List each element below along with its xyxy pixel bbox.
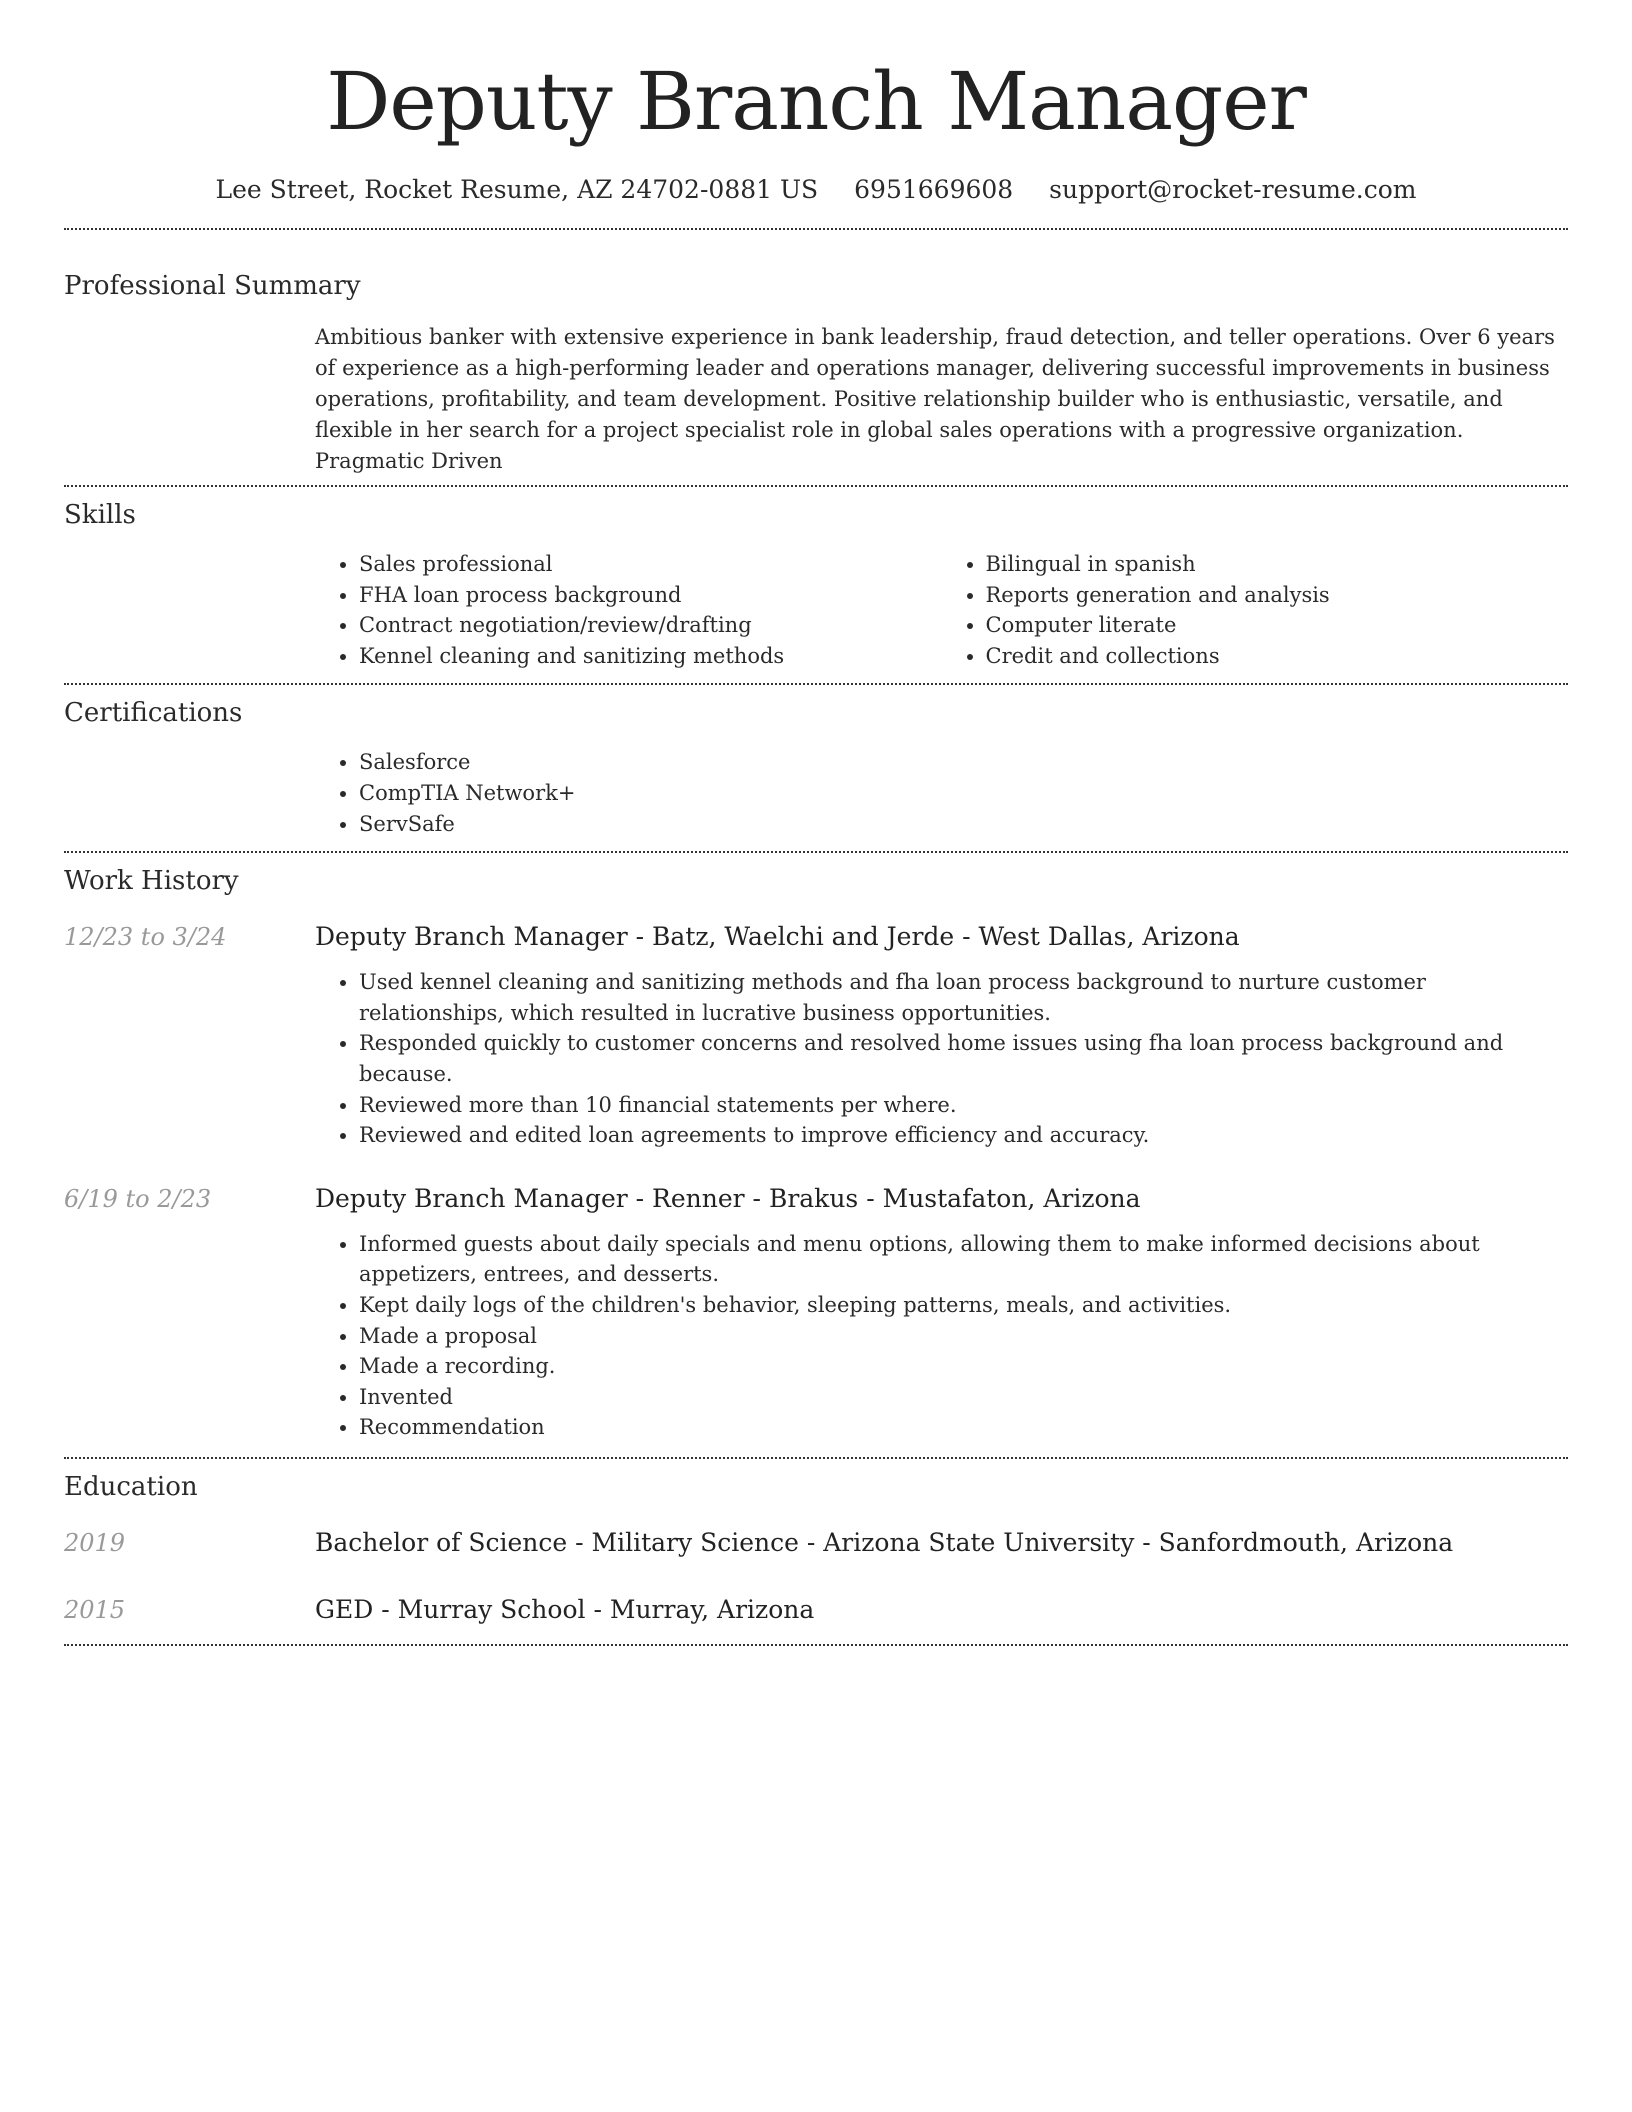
skill-item: • Bilingual in spanish xyxy=(986,549,1569,580)
divider xyxy=(64,851,1568,853)
education-heading: Bachelor of Science - Military Science - Arizona State University - Sanfordmouth, Arizona xyxy=(315,1527,1454,1557)
divider xyxy=(64,1644,1568,1646)
skills-title: Skills xyxy=(64,500,136,530)
education-entry xyxy=(64,1525,1568,1561)
job-bullet: • Reviewed and edited loan agreements to improve efficiency and accuracy. xyxy=(359,1120,1568,1151)
job-bullet: • Made a recording. xyxy=(359,1351,1568,1382)
divider xyxy=(64,485,1568,487)
education-year: 2015 xyxy=(64,1595,126,1624)
skill-item: • Computer literate xyxy=(986,610,1569,641)
skill-item: • Reports generation and analysis xyxy=(986,580,1569,611)
education-title: Education xyxy=(64,1471,198,1502)
job-entry xyxy=(64,919,1568,1151)
contact-email: support@rocket-resume.com xyxy=(1049,175,1417,204)
skill-item: • FHA loan process background xyxy=(359,580,942,611)
job-bullet: • Reviewed more than 10 financial statements per where. xyxy=(359,1090,1568,1121)
job-bullet: • Recommendation xyxy=(359,1412,1568,1443)
certification-item: • Salesforce xyxy=(359,747,1568,778)
skills-column-right xyxy=(942,549,1569,671)
divider xyxy=(64,228,1568,230)
education-heading: GED - Murray School - Murray, Arizona xyxy=(315,1594,815,1624)
skill-item: • Contract negotiation/review/drafting xyxy=(359,610,942,641)
summary-title: Professional Summary xyxy=(64,271,361,301)
contact-phone: 6951669608 xyxy=(854,175,1014,204)
education-year: 2019 xyxy=(64,1528,126,1557)
job-bullets xyxy=(315,967,1568,1151)
job-bullet: • Informed guests about daily specials and menu options, allowing them to make informed decisions about appetizers, entrees, and desserts. xyxy=(359,1229,1568,1290)
skills-column-left xyxy=(315,549,942,671)
job-bullet: • Used kennel cleaning and sanitizing methods and fha loan process background to nurture customer relationships, which resulted in lucrative business opportunities. xyxy=(359,967,1568,1028)
skills-list xyxy=(315,549,1568,671)
job-dates: 6/19 to 2/23 xyxy=(64,1184,212,1213)
summary-section xyxy=(64,268,1568,477)
certifications-title: Certifications xyxy=(64,698,243,729)
job-dates: 12/23 to 3/24 xyxy=(64,923,227,952)
job-bullet: • Made a proposal xyxy=(359,1321,1568,1352)
certifications-section xyxy=(64,695,1568,839)
work-title: Work History xyxy=(64,866,239,897)
skill-item: • Credit and collections xyxy=(986,641,1569,672)
job-heading: Deputy Branch Manager - Batz, Waelchi and Jerde - West Dallas, Arizona xyxy=(315,922,1240,952)
summary-text: Ambitious banker with extensive experience in bank leadership, fraud detection, and teller operations. Over 6 years of experience as a high-performing leader and operations manager, delivering successful improvements in business operations, profitability, and team development. Positive relationship builder who is enthusiastic, versatile, and flexible in her search for a project specialist role in global sales operations with a progressive organization. Pragmatic Driven xyxy=(315,325,1555,473)
job-bullets xyxy=(315,1229,1568,1443)
divider xyxy=(64,683,1568,685)
divider xyxy=(64,1457,1568,1459)
job-heading: Deputy Branch Manager - Renner - Brakus - Mustafaton, Arizona xyxy=(315,1183,1141,1213)
education-section xyxy=(64,1469,1568,1628)
job-bullet: • Responded quickly to customer concerns and resolved home issues using fha loan process background and because. xyxy=(359,1028,1568,1089)
skill-item: • Sales professional xyxy=(359,549,942,580)
skills-section xyxy=(64,497,1568,671)
job-bullet: • Kept daily logs of the children's behavior, sleeping patterns, meals, and activities. xyxy=(359,1290,1568,1321)
job-entry xyxy=(64,1181,1568,1443)
contact-address: Lee Street, Rocket Resume, AZ 24702-0881 US xyxy=(215,175,819,204)
education-entry xyxy=(64,1592,1568,1628)
certification-item: • ServSafe xyxy=(359,809,1568,840)
resume-page xyxy=(64,0,1568,1646)
work-section xyxy=(64,863,1568,1443)
contact-line xyxy=(64,172,1568,208)
skill-item: • Kennel cleaning and sanitizing methods xyxy=(359,641,942,672)
resume-name: Deputy Branch Manager xyxy=(326,55,1306,148)
job-bullet: • Invented xyxy=(359,1382,1568,1413)
certification-item: • CompTIA Network+ xyxy=(359,778,1568,809)
certifications-list xyxy=(315,747,1568,839)
